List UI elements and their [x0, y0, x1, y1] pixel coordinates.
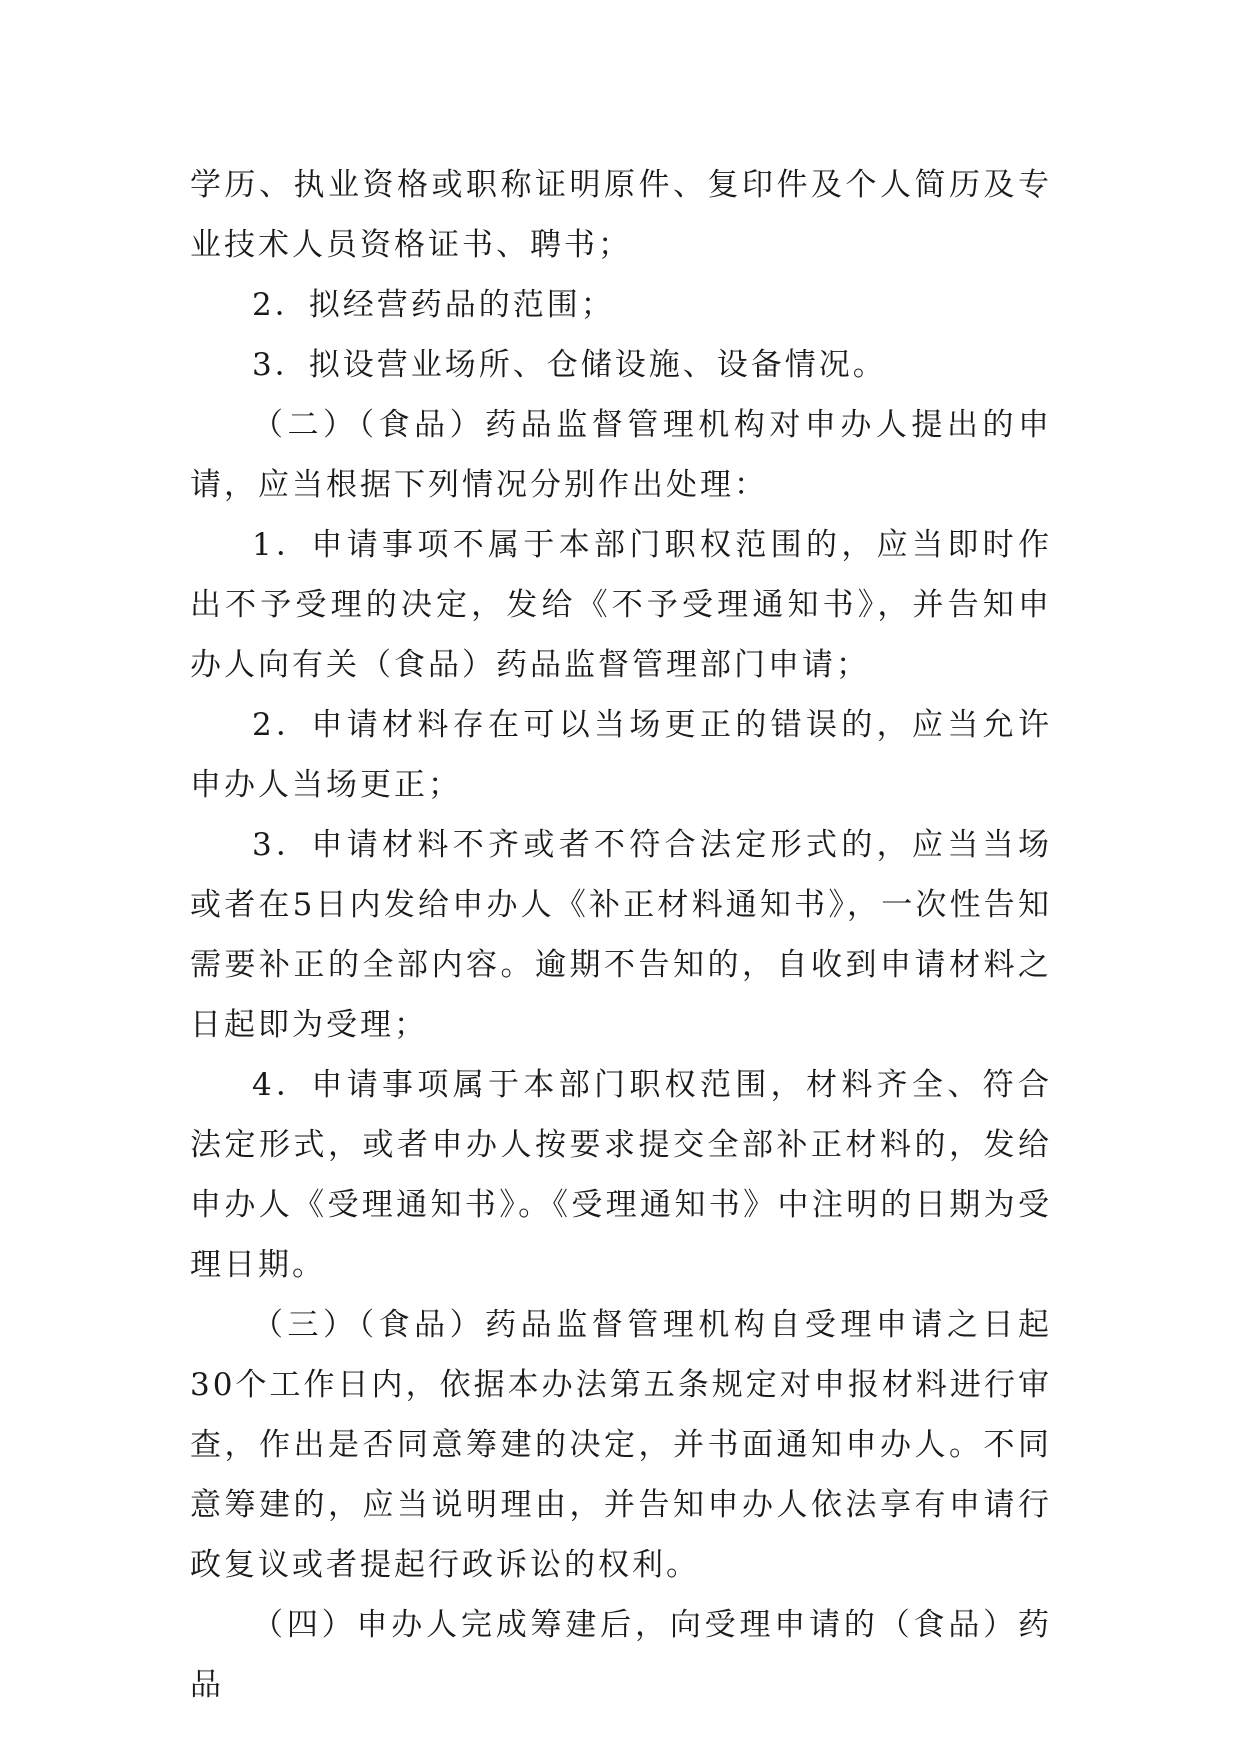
- paragraph: 4．申请事项属于本部门职权范围，材料齐全、符合法定形式，或者申办人按要求提交全部补正材料的，发给申办人《受理通知书》。《受理通知书》中注明的日期为受理日期。: [190, 1067, 1052, 1283]
- paragraph: 2．申请材料存在可以当场更正的错误的，应当允许申办人当场更正；: [190, 707, 1052, 803]
- paragraph: （四）申办人完成筹建后，向受理申请的（食品）药品: [190, 1607, 1052, 1703]
- paragraph: （三）（食品）药品监督管理机构自受理申请之日起30个工作日内，依据本办法第五条规定对申报材料进行审查，作出是否同意筹建的决定，并书面通知申办人。不同意筹建的，应当说明理由，并告知申办人依法享有申请行政复议或者提起行政诉讼的权利。: [190, 1307, 1052, 1583]
- document-body: [190, 155, 1052, 1715]
- paragraph: 学历、执业资格或职称证明原件、复印件及个人简历及专业技术人员资格证书、聘书；: [190, 167, 1052, 263]
- paragraph: 2．拟经营药品的范围；: [252, 287, 615, 323]
- paragraph: （二）（食品）药品监督管理机构对申办人提出的申请，应当根据下列情况分别作出处理：: [190, 407, 1052, 503]
- paragraph: 3．申请材料不齐或者不符合法定形式的，应当当场或者在5日内发给申办人《补正材料通知书》，一次性告知需要补正的全部内容。逾期不告知的，自收到申请材料之日起即为受理；: [190, 827, 1052, 1043]
- paragraph: 3．拟设营业场所、仓储设施、设备情况。: [252, 347, 887, 383]
- paragraph: 1．申请事项不属于本部门职权范围的，应当即时作出不予受理的决定，发给《不予受理通知书》，并告知申办人向有关（食品）药品监督管理部门申请；: [190, 527, 1052, 683]
